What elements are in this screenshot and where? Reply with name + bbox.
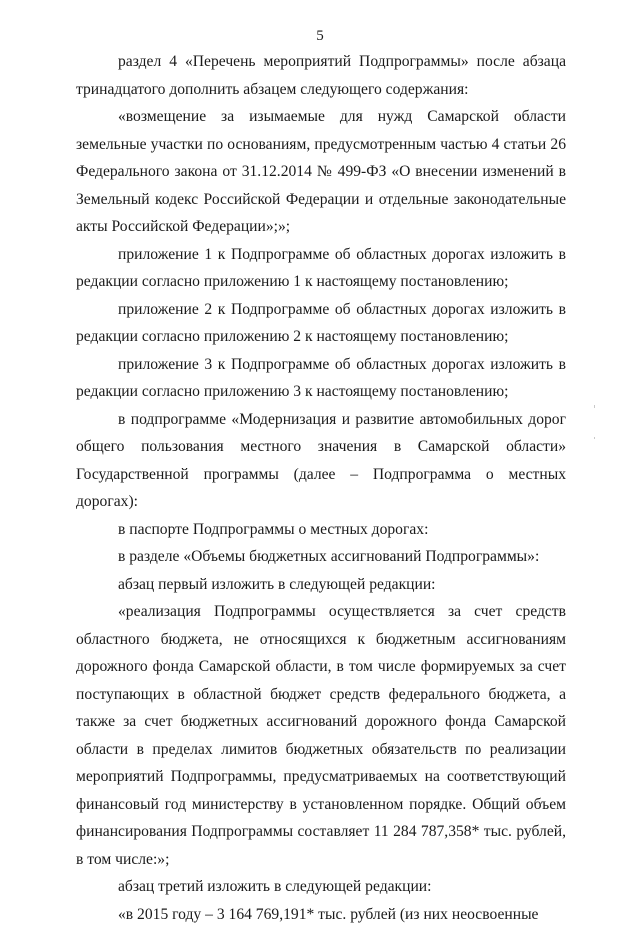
paragraph-appendix-1: приложение 1 к Подпрограмме об областных дорогах изложить в редакции согласно приложению 1 к настоящему постановлению; (76, 241, 566, 296)
paragraph-section4: раздел 4 «Перечень мероприятий Подпрограммы» после абзаца тринадцатого дополнить абзацем следующего содержания: (76, 48, 566, 103)
paragraph-appendix-3: приложение 3 к Подпрограмме об областных дорогах изложить в редакции согласно приложению 3 к настоящему постановлению; (76, 351, 566, 406)
paragraph-passport: в паспорте Подпрограммы о местных дорогах: (76, 516, 566, 544)
paragraph-appendix-2: приложение 2 к Подпрограмме об областных дорогах изложить в редакции согласно приложению 2 к настоящему постановлению; (76, 296, 566, 351)
paragraph-budget-section: в разделе «Объемы бюджетных ассигнований Подпрограммы»: (76, 543, 566, 571)
paragraph-first-abzac: абзац первый изложить в следующей редакции: (76, 571, 566, 599)
paragraph-funding: «реализация Подпрограммы осуществляется за счет средств областного бюджета, не относящихся к бюджетным ассигнованиям дорожного фонда Самарской области, в том числе формируемых за счет поступающих в областной бюджет средств федерального бюджета, а также за счет бюджетных ассигнований дорожного фонда Самарской области в пределах лимитов бюджетных обязательств по реализации мероприятий Подпрограммы, предусматриваемых на соответствующий финансовый год министерству в установленном порядке. Общий объем финансирования Подпрограммы составляет 11 284 787,358* тыс. рублей, в том числе:»; (76, 598, 566, 873)
document-body (76, 48, 566, 928)
paragraph-third-abzac: абзац третий изложить в следующей редакции: (76, 873, 566, 901)
paragraph-compensation: «возмещение за изымаемые для нужд Самарской области земельные участки по основаниям, предусмотренным частью 4 статьи 26 Федерального закона от 31.12.2014 № 499-ФЗ «О внесении изменений в Земельный кодекс Российской Федерации и отдельные законодательные акты Российской Федерации»;»; (76, 103, 566, 241)
paragraph-local-roads-subprogram: в подпрограмме «Модернизация и развитие автомобильных дорог общего пользования местного значения в Самарской области» Государственной программы (далее – Подпрограмма о местных дорогах): (76, 406, 566, 516)
page-number: 5 (0, 28, 640, 45)
paragraph-2015: «в 2015 году – 3 164 769,191* тыс. рублей (из них неосвоенные (76, 901, 566, 928)
scan-artifact (594, 437, 595, 439)
scan-artifact (594, 405, 595, 408)
